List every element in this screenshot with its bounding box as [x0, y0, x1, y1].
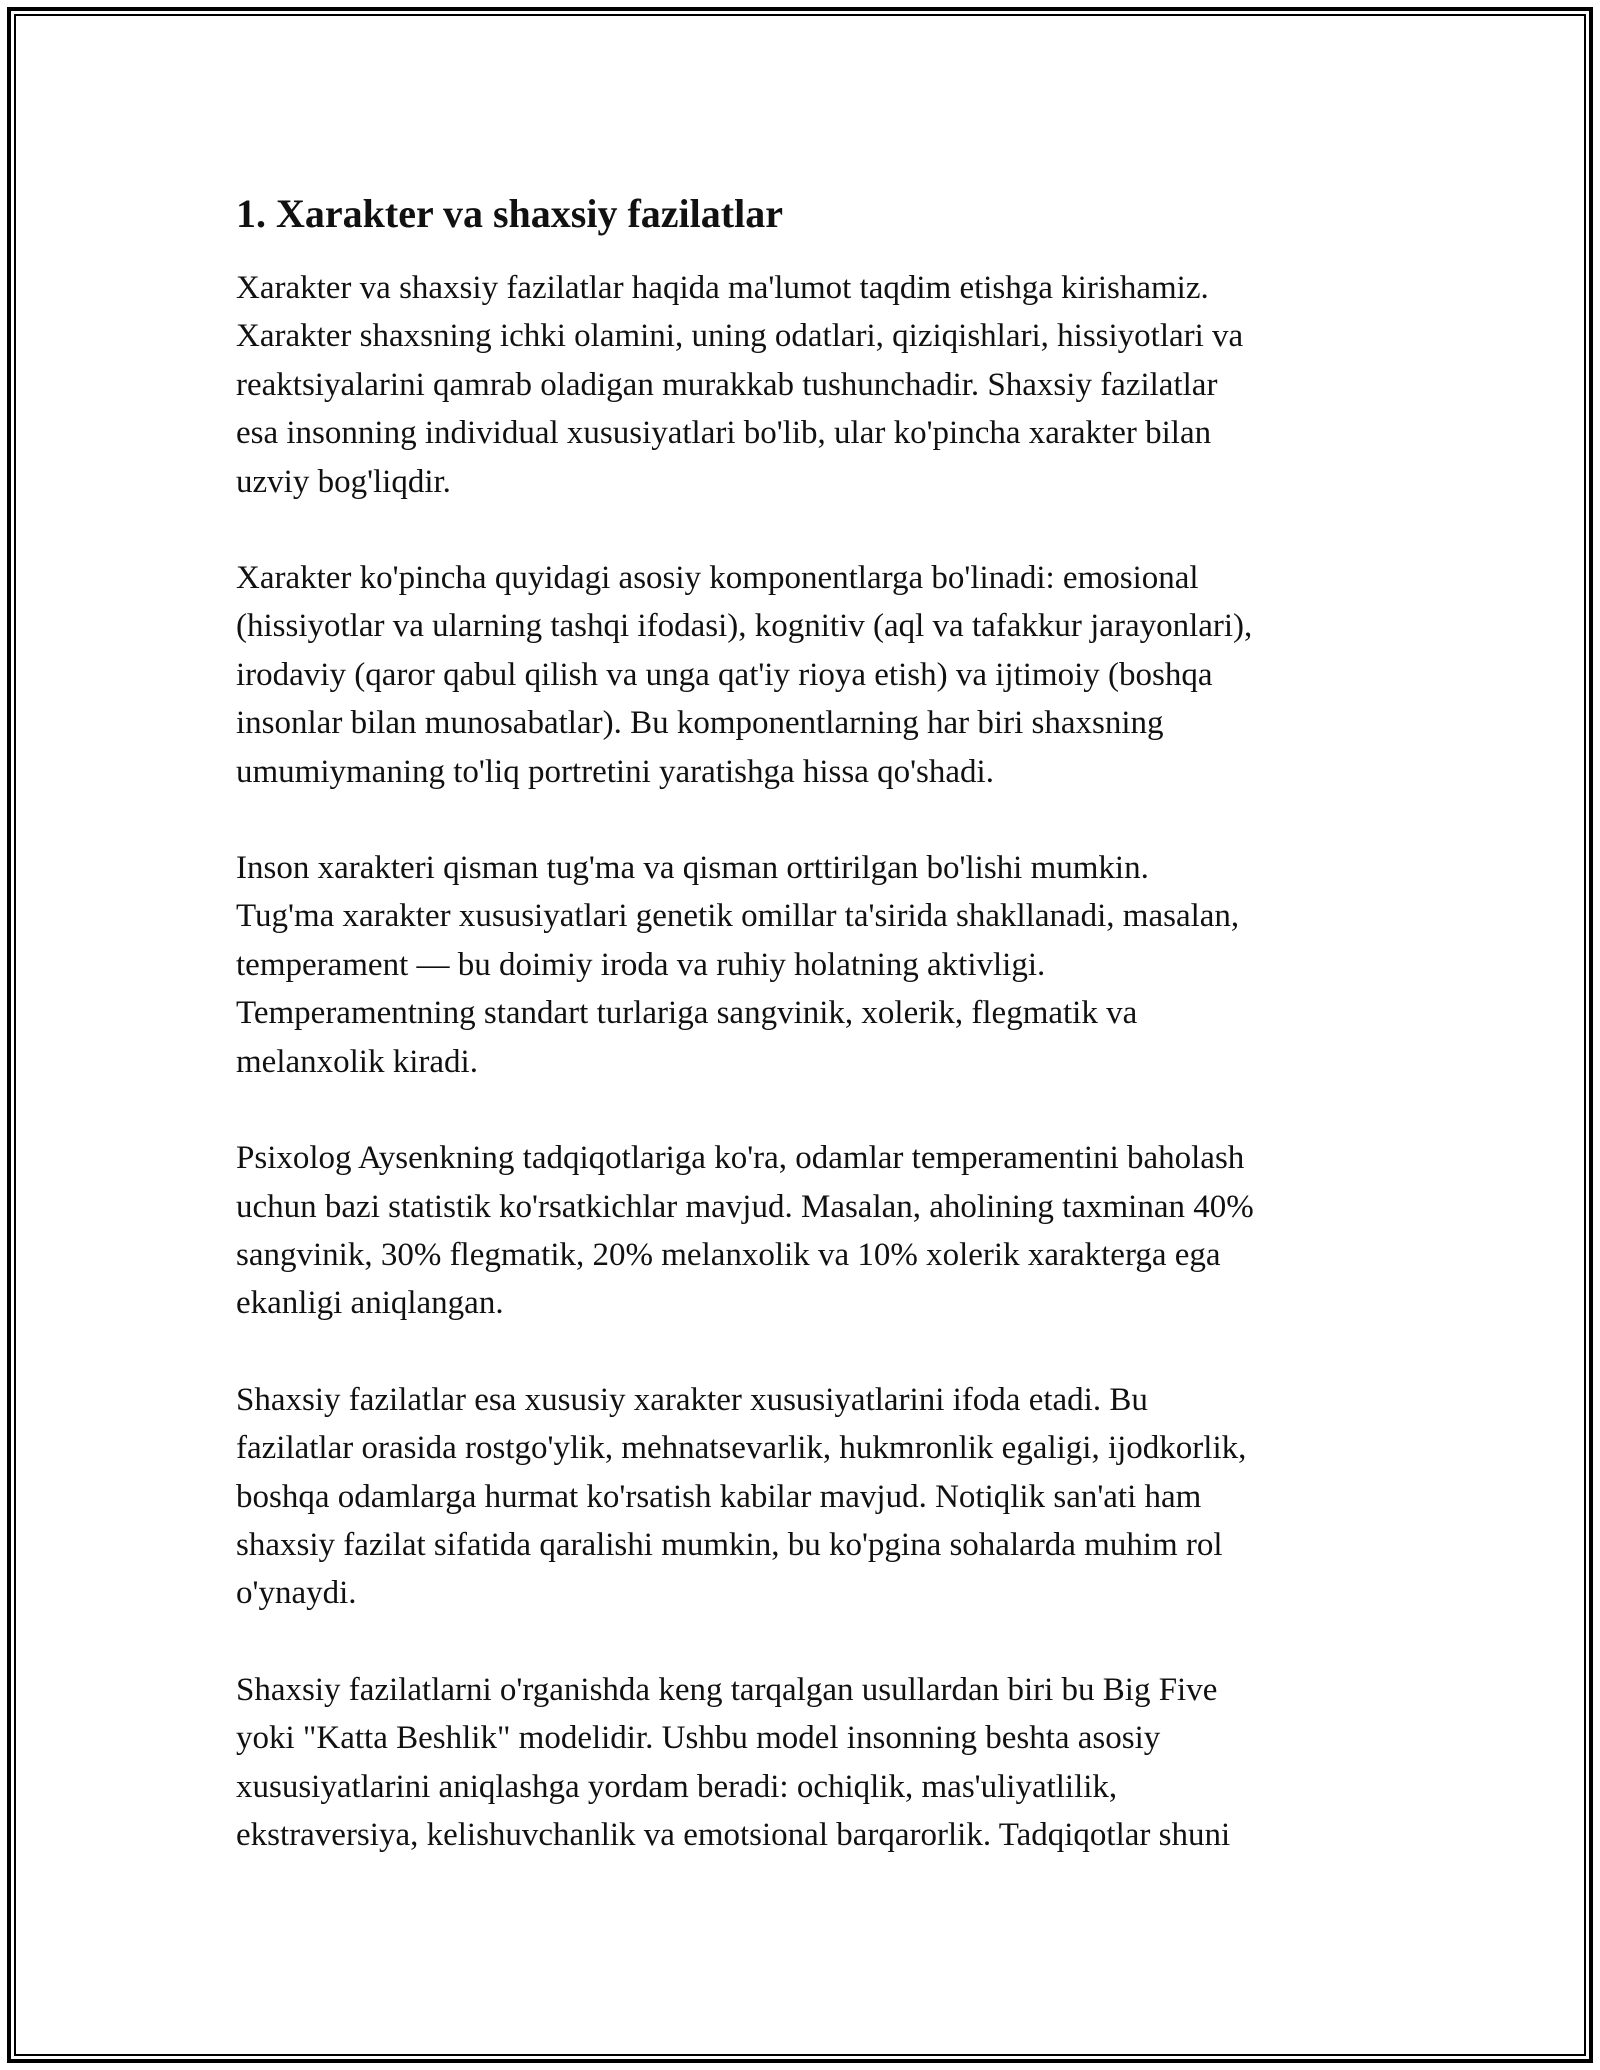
- paragraph-1: Xarakter va shaxsiy fazilatlar haqida ma'lumot taqdim etishga kirishamiz. Xarakter shaxsning ichki olamini, uning odatlari, qiziqishlari, hissiyotlari va reaktsiyalarini qamrab oladigan murakkab tushunchadir. Shaxsiy fazilatlar esa insonning individual xususiyatlari bo'lib, ular ko'pincha xarakter bilan uzviy bog'liqdir.: [236, 270, 1244, 500]
- paragraph-5: Shaxsiy fazilatlar esa xususiy xarakter xususiyatlarini ifoda etadi. Bu fazilatlar orasida rostgo'ylik, mehnatsevarlik, hukmronlik egaligi, ijodkorlik, boshqa odamlarga hurmat ko'rsatish kabilar mavjud. Notiqlik san'ati ham shaxsiy fazilat sifatida qaralishi mumkin, bu ko'pgina sohalarda muhim rol o'ynaydi.: [236, 1381, 1247, 1612]
- document-body: [236, 188, 1396, 1859]
- section-heading: 1. Xarakter va shaxsiy fazilatlar: [236, 191, 783, 236]
- paragraph-2: Xarakter ko'pincha quyidagi asosiy komponentlarga bo'linadi: emosional (hissiyotlar va ularning tashqi ifodasi), kognitiv (aql va tafakkur jarayonlari), irodaviy (qaror qabul qilish va unga qat'iy rioya etish) va ijtimoiy (boshqa insonlar bilan munosabatlar). Bu komponentlarning har biri shaxsning umumiymaning to'liq portretini yaratishga hissa qo'shadi.: [236, 560, 1253, 790]
- paragraph-3: Inson xarakteri qisman tug'ma va qisman orttirilgan bo'lishi mumkin. Tug'ma xarakter xususiyatlari genetik omillar ta'sirida shakllanadi, masalan, temperament — bu doimiy iroda va ruhiy holatning aktivligi. Temperamentning standart turlariga sangvinik, xolerik, flegmatik va melanxolik kiradi.: [236, 850, 1240, 1080]
- paragraph-6: Shaxsiy fazilatlarni o'rganishda keng tarqalgan usullardan biri bu Big Five yoki "Katta Beshlik" modelidir. Ushbu model insonning beshta asosiy xususiyatlarini aniqlashga yordam beradi: ochiqlik, mas'uliyatlilik, ekstraversiya, kelishuvchanlik va emotsional barqarorlik. Tadqiqotlar shuni: [236, 1671, 1231, 1853]
- paragraph-4: Psixolog Aysenkning tadqiqotlariga ko'ra, odamlar temperamentini baholash uchun bazi statistik ko'rsatkichlar mavjud. Masalan, aholining taxminan 40% sangvinik, 30% flegmatik, 20% melanxolik va 10% xolerik xarakterga ega ekanligi aniqlangan.: [236, 1140, 1254, 1322]
